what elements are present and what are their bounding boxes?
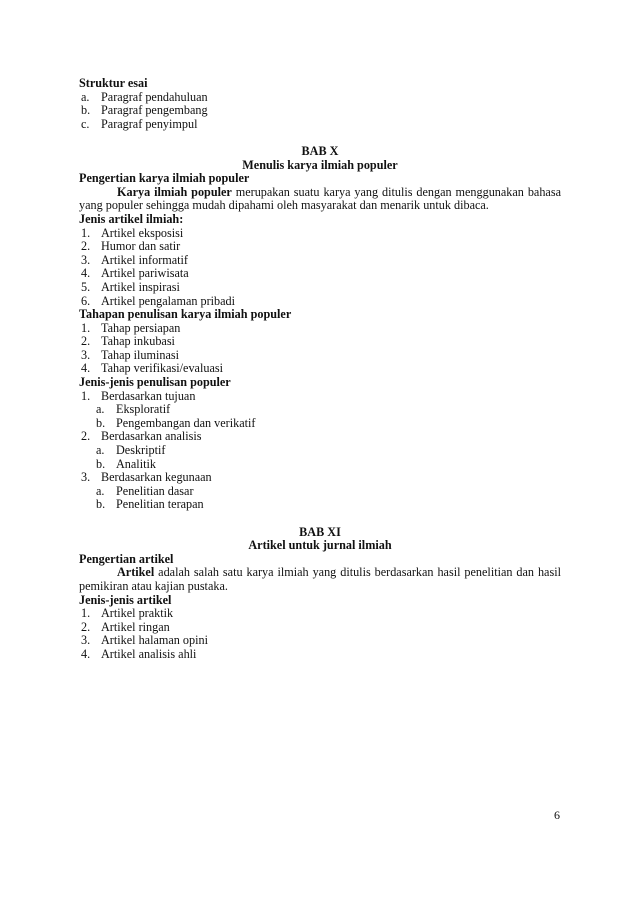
definition-term: Artikel [117, 565, 155, 580]
list-item [79, 240, 561, 254]
sub-list-item [79, 458, 561, 472]
item-text: Analitik [116, 456, 156, 471]
spacer [79, 131, 561, 145]
page-content [79, 77, 561, 662]
list-item [79, 335, 561, 349]
item-label: b. [96, 497, 106, 512]
item-text: Tahap persiapan [101, 320, 181, 335]
item-text: Artikel analisis ahli [101, 646, 197, 661]
definition-paragraph [79, 566, 561, 593]
list-item [79, 227, 561, 241]
item-text: Humor dan satir [101, 239, 181, 254]
item-text: Artikel inspirasi [101, 279, 180, 294]
list-item [79, 322, 561, 336]
item-label: 2. [81, 334, 91, 349]
item-label: 2. [81, 429, 91, 444]
jenis-jenis-artikel-heading: Jenis-jenis artikel [79, 592, 172, 607]
definition-text: adalah salah satu karya ilmiah yang ditulis berdasarkan hasil penelitian dan hasil pemikiran atau kajian pustaka. [79, 565, 561, 593]
list-item [79, 118, 561, 132]
item-text: Artikel eksposisi [101, 225, 184, 240]
list-item [79, 607, 561, 621]
item-text: Paragraf pendahuluan [101, 89, 208, 104]
item-label: 2. [81, 239, 91, 254]
jenis-penulisan-list [79, 390, 561, 512]
list-item [79, 634, 561, 648]
item-label: 1. [81, 606, 91, 621]
list-item [79, 91, 561, 105]
sub-list-item [79, 403, 561, 417]
item-text: Penelitian dasar [116, 483, 194, 498]
item-text: Berdasarkan analisis [101, 429, 202, 444]
item-text: Artikel halaman opini [101, 633, 208, 648]
list-item [79, 267, 561, 281]
item-label: 1. [81, 388, 91, 403]
item-label: 6. [81, 293, 91, 308]
item-label: 1. [81, 320, 91, 335]
item-text: Artikel pengalaman pribadi [101, 293, 236, 308]
chapter-title: Menulis karya ilmiah populer [242, 157, 398, 172]
item-label: a. [81, 89, 90, 104]
item-text: Artikel pariwisata [101, 266, 189, 281]
item-text: Artikel ringan [101, 619, 170, 634]
chapter-title: Artikel untuk jurnal ilmiah [248, 538, 392, 553]
item-label: 3. [81, 633, 91, 648]
chapter-number: BAB XI [299, 524, 341, 539]
list-item [79, 471, 561, 485]
item-label: a. [96, 402, 105, 417]
item-label: b. [81, 103, 91, 118]
item-label: b. [96, 415, 106, 430]
item-text: Paragraf pengembang [101, 103, 208, 118]
list-item [79, 362, 561, 376]
item-text: Tahap iluminasi [101, 347, 180, 362]
item-label: 3. [81, 470, 91, 485]
definition-term: Karya ilmiah populer [117, 184, 232, 199]
sub-list-item [79, 444, 561, 458]
tahapan-heading: Tahapan penulisan karya ilmiah populer [79, 307, 292, 322]
item-text: Berdasarkan tujuan [101, 388, 196, 403]
page-number: 6 [554, 808, 560, 822]
list-item [79, 390, 561, 404]
item-text: Paragraf penyimpul [101, 116, 198, 131]
item-label: b. [96, 456, 106, 471]
item-text: Berdasarkan kegunaan [101, 470, 212, 485]
jenis-penulisan-heading: Jenis-jenis penulisan populer [79, 375, 231, 390]
jenis-jenis-artikel-list [79, 607, 561, 661]
item-text: Artikel informatif [101, 252, 188, 267]
chapter-number: BAB X [301, 143, 339, 158]
tahapan-list [79, 322, 561, 376]
definition-text: merupakan suatu karya yang ditulis dengan menggunakan bahasa yang populer sehingga mudah dipahami oleh masyarakat dan menarik untuk dibaca. [79, 184, 561, 213]
item-label: 4. [81, 266, 91, 281]
list-item [79, 621, 561, 635]
item-label: a. [96, 483, 105, 498]
list-item [79, 430, 561, 444]
item-label: 4. [81, 361, 91, 376]
jenis-artikel-heading: Jenis artikel ilmiah: [79, 211, 184, 226]
struktur-heading: Struktur esai [79, 76, 148, 90]
item-text: Penelitian terapan [116, 497, 204, 512]
definition-heading: Pengertian artikel [79, 551, 174, 566]
item-text: Eksploratif [116, 402, 171, 417]
item-label: 3. [81, 252, 91, 267]
spacer [79, 512, 561, 526]
list-item [79, 295, 561, 309]
item-text: Deskriptif [116, 443, 166, 458]
item-text: Tahap verifikasi/evaluasi [101, 361, 223, 376]
struktur-list [79, 91, 561, 132]
list-item [79, 349, 561, 363]
definition-heading: Pengertian karya ilmiah populer [79, 171, 250, 186]
item-label: 1. [81, 225, 91, 240]
item-label: 3. [81, 347, 91, 362]
definition-paragraph [79, 186, 561, 213]
sub-list-item [79, 417, 561, 431]
item-label: 5. [81, 279, 91, 294]
item-label: c. [81, 116, 90, 131]
item-label: 2. [81, 619, 91, 634]
item-label: a. [96, 443, 105, 458]
list-item [79, 648, 561, 662]
sub-list-item [79, 485, 561, 499]
item-label: 4. [81, 646, 91, 661]
item-text: Pengembangan dan verikatif [116, 415, 256, 430]
list-item [79, 281, 561, 295]
item-text: Tahap inkubasi [101, 334, 175, 349]
list-item [79, 104, 561, 118]
sub-list-item [79, 498, 561, 512]
jenis-artikel-list [79, 227, 561, 309]
list-item [79, 254, 561, 268]
item-text: Artikel praktik [101, 606, 174, 621]
